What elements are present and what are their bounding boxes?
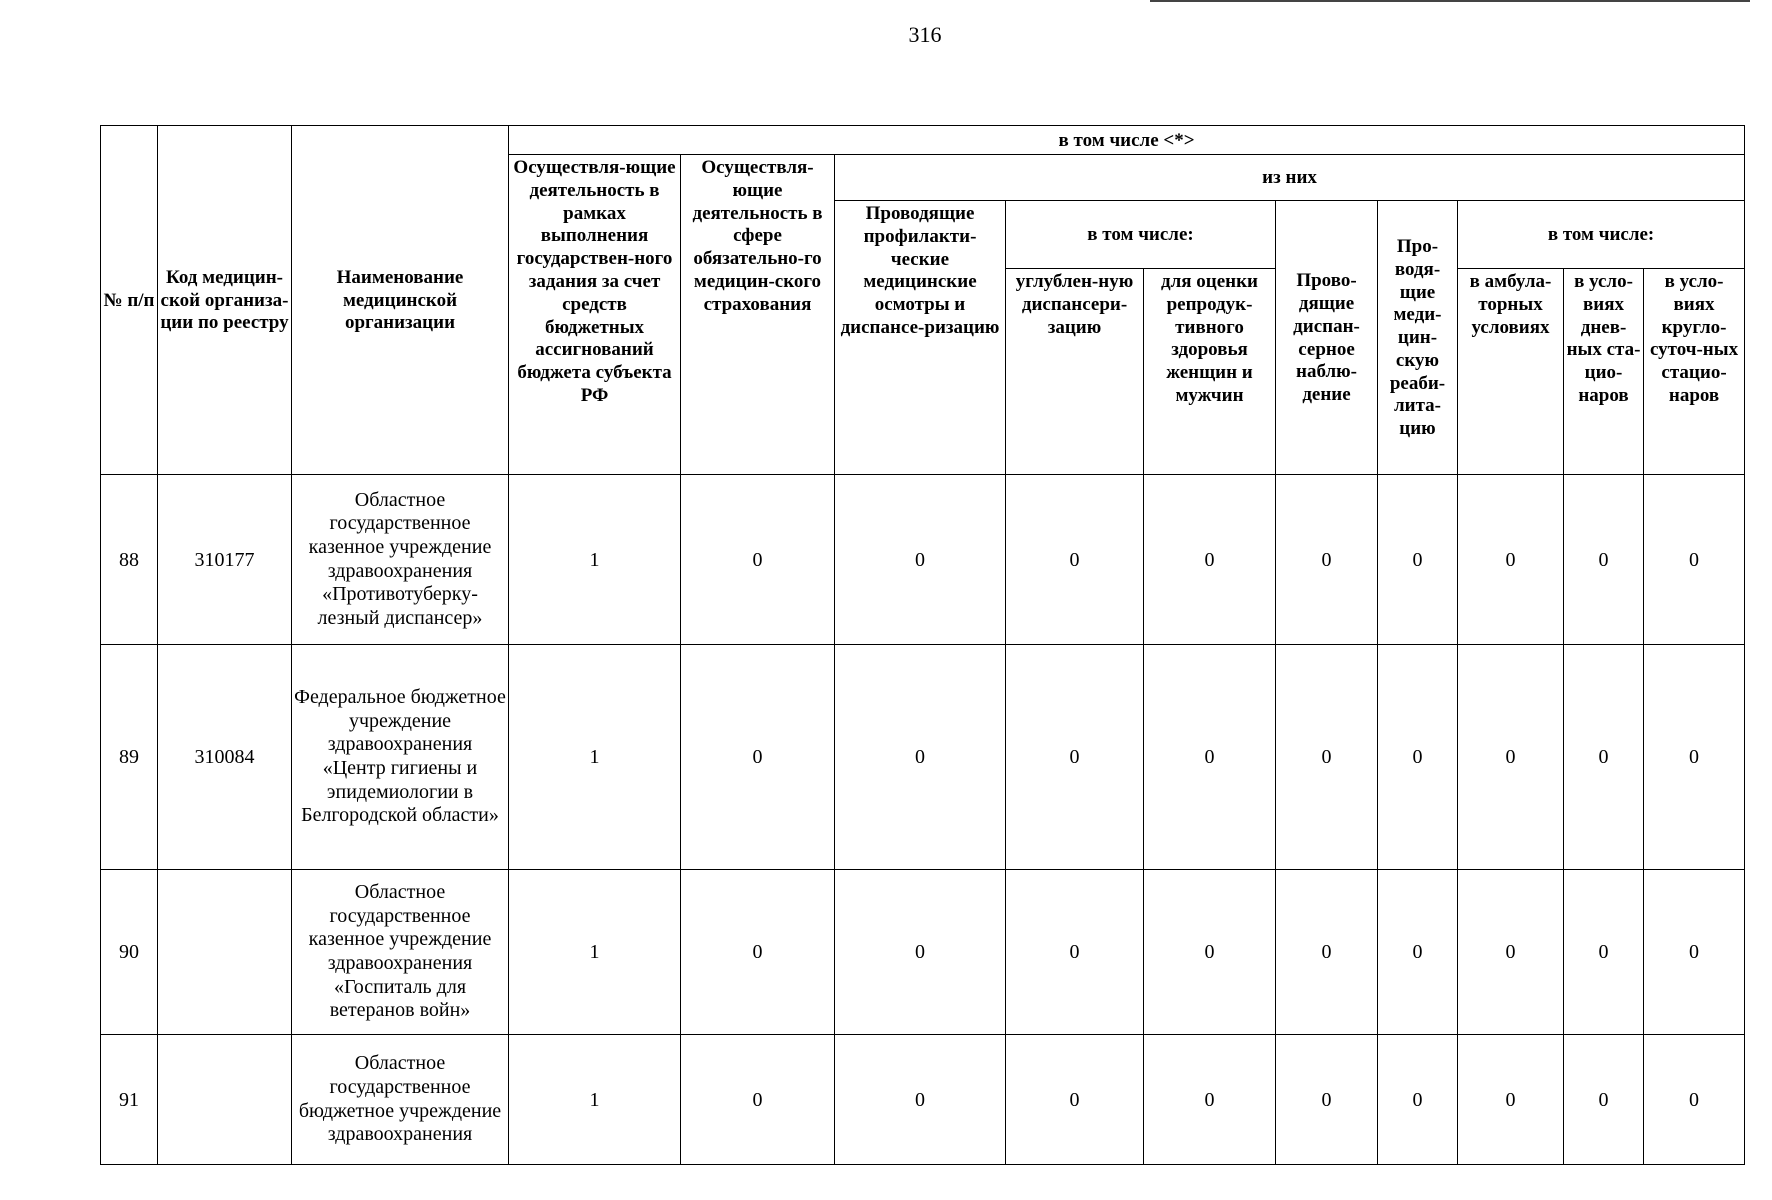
row-value: 0 [1006, 870, 1144, 1035]
row-value: 0 [1276, 1035, 1378, 1165]
row-num: 88 [101, 475, 158, 645]
row-value: 0 [1006, 645, 1144, 870]
row-value: 1 [509, 870, 681, 1035]
row-value: 0 [1006, 1035, 1144, 1165]
row-org-name: Областное государственное казенное учреждение здравоохранения «Госпиталь для ветеранов войн» [292, 870, 509, 1035]
row-value: 1 [509, 475, 681, 645]
row-value: 0 [1458, 1035, 1564, 1165]
table-row [101, 1035, 1745, 1165]
table-header [101, 126, 1745, 475]
header-round-hospital: в усло-виях кругло-суточ-ных стацио-наров [1644, 269, 1745, 475]
header-oms: Осуществля-ющие деятельность в сфере обязательно-го медицин-ского страхования [681, 155, 835, 475]
header-name: Наименование медицинской организации [292, 126, 509, 475]
header-including-2: в том числе: [1458, 201, 1745, 269]
row-value: 0 [835, 475, 1006, 645]
row-value: 0 [1144, 1035, 1276, 1165]
row-value: 0 [835, 870, 1006, 1035]
header-of-them: из них [835, 155, 1745, 201]
header-gov-task: Осуществля-ющие деятельность в рамках выполнения государствен-ного задания за счет средств бюджетных ассигнований бюджета субъекта РФ [509, 155, 681, 475]
header-rehabilitation: Про-водя-щие меди-цин-скую реаби-лита-цию [1378, 201, 1458, 475]
row-value: 0 [1644, 870, 1745, 1035]
row-value: 0 [681, 645, 835, 870]
row-value: 0 [1276, 645, 1378, 870]
table-row [101, 645, 1745, 870]
header-including: в том числе <*> [509, 126, 1745, 155]
row-num: 89 [101, 645, 158, 870]
row-value: 0 [1144, 870, 1276, 1035]
row-value: 0 [835, 1035, 1006, 1165]
row-value: 0 [1458, 870, 1564, 1035]
row-value: 0 [835, 645, 1006, 870]
row-num: 90 [101, 870, 158, 1035]
row-value: 0 [1458, 475, 1564, 645]
row-value: 0 [1006, 475, 1144, 645]
row-value: 0 [1644, 645, 1745, 870]
row-value: 0 [1564, 870, 1644, 1035]
header-disp-observation: Прово-дящие диспан-серное наблю-дение [1276, 201, 1378, 475]
row-value: 0 [681, 475, 835, 645]
row-value: 0 [1144, 475, 1276, 645]
row-org-name: Областное государственное бюджетное учреждение здравоохранения [292, 1035, 509, 1165]
header-prof-exams: Проводящие профилакти-ческие медицинские осмотры и диспансе-ризацию [835, 201, 1006, 475]
table-row [101, 475, 1745, 645]
row-value: 0 [1378, 475, 1458, 645]
row-value: 0 [1378, 645, 1458, 870]
row-org-name: Федеральное бюджетное учреждение здравоохранения «Центр гигиены и эпидемиологии в Белгородской области» [292, 645, 509, 870]
header-deep-dispensary: углублен-ную диспансери-зацию [1006, 269, 1144, 475]
header-num: № п/п [101, 126, 158, 475]
header-reproductive-health: для оценки репродук-тивного здоровья женщин и мужчин [1144, 269, 1276, 475]
row-code [158, 1035, 292, 1165]
row-value: 0 [681, 1035, 835, 1165]
row-value: 0 [1378, 870, 1458, 1035]
row-num: 91 [101, 1035, 158, 1165]
row-value: 0 [1644, 1035, 1745, 1165]
row-value: 0 [1564, 1035, 1644, 1165]
header-outpatient: в амбула-торных условиях [1458, 269, 1564, 475]
row-value: 0 [1276, 475, 1378, 645]
row-value: 0 [681, 870, 835, 1035]
row-code: 310177 [158, 475, 292, 645]
table-body [101, 475, 1745, 1165]
header-code: Код медицин-ской организа-ции по реестру [158, 126, 292, 475]
row-value: 0 [1276, 870, 1378, 1035]
row-value: 0 [1564, 475, 1644, 645]
registry-table [100, 125, 1745, 1165]
row-value: 0 [1644, 475, 1745, 645]
row-code [158, 870, 292, 1035]
table-row [101, 870, 1745, 1035]
row-value: 1 [509, 645, 681, 870]
row-value: 1 [509, 1035, 681, 1165]
row-value: 0 [1378, 1035, 1458, 1165]
header-day-hospital: в усло-виях днев-ных ста-цио-наров [1564, 269, 1644, 475]
header-including-1: в том числе: [1006, 201, 1276, 269]
page-number: 316 [908, 22, 942, 47]
top-scan-line [1150, 0, 1750, 2]
row-code: 310084 [158, 645, 292, 870]
row-value: 0 [1144, 645, 1276, 870]
row-value: 0 [1564, 645, 1644, 870]
row-org-name: Областное государственное казенное учреждение здравоохранения «Противотуберку-лезный диспансер» [292, 475, 509, 645]
row-value: 0 [1458, 645, 1564, 870]
